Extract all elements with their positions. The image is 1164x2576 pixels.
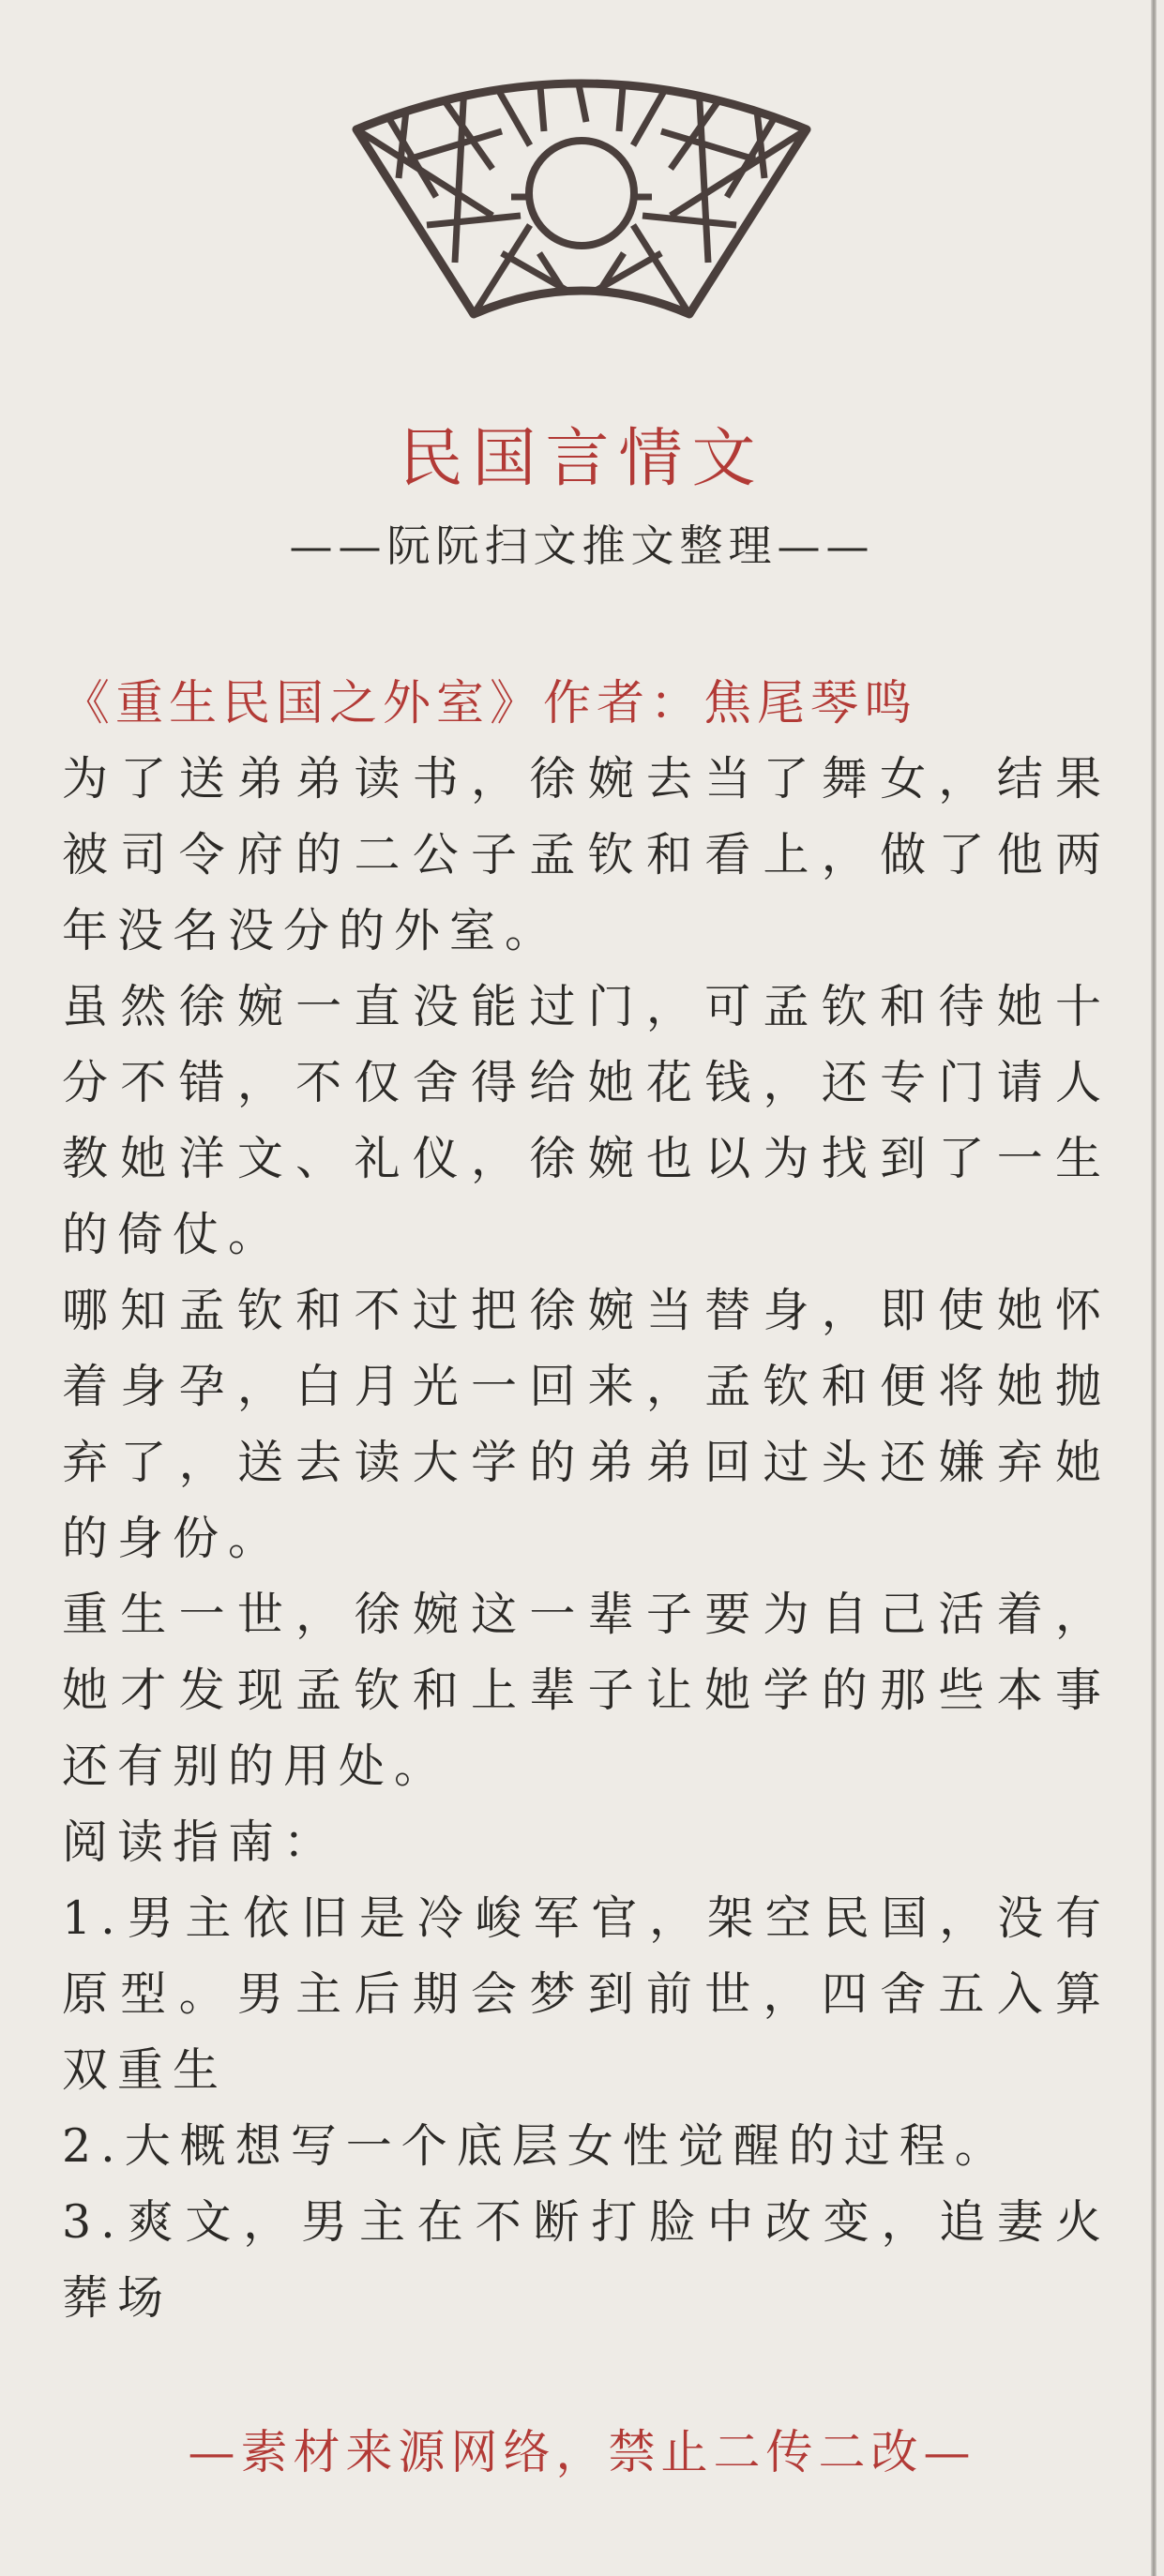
- reading-guide-item: 3.爽文，男主在不断打脸中改变，追妻火葬场: [62, 2195, 1111, 2325]
- reading-guide-item: 1.男主依旧是冷峻军官，架空民国，没有原型。男主后期会梦到前世，四舍五入算双重生: [62, 1891, 1111, 2097]
- page-subtitle: ——阮阮扫文推文整理——: [289, 520, 875, 571]
- synopsis-body: [62, 741, 1111, 2336]
- synopsis-paragraph: 虽然徐婉一直没能过门，可孟钦和待她十分不错，不仅舍得给她花钱，还专门请人教她洋文、礼仪，徐婉也以为找到了一生的倚仗。: [62, 980, 1111, 1261]
- synopsis-paragraph: 哪知孟钦和不过把徐婉当替身，即使她怀着身孕，白月光一回来，孟钦和便将她抛弃了，送去读大学的弟弟回过头还嫌弃她的身份。: [62, 1284, 1111, 1565]
- source-disclaimer: —素材来源网络，禁止二传二改—: [188, 2425, 976, 2479]
- synopsis-paragraph: 重生一世，徐婉这一辈子要为自己活着，她才发现孟钦和上辈子让她学的那些本事还有别的用处。: [62, 1588, 1111, 1793]
- right-edge-divider: [1151, 0, 1156, 2576]
- reading-guide-item: 2.大概想写一个底层女性觉醒的过程。: [62, 2119, 1010, 2173]
- synopsis-paragraph: 为了送弟弟读书，徐婉去当了舞女，结果被司令府的二公子孟钦和看上，做了他两年没名没分的外室。: [62, 752, 1111, 957]
- book-title: 《重生民国之外室》作者：焦尾琴鸣: [62, 676, 918, 731]
- page-title: 民国言情文: [399, 422, 765, 496]
- reading-guide-heading: 阅读指南：: [62, 1815, 340, 1869]
- lattice-fan-icon: [352, 75, 811, 338]
